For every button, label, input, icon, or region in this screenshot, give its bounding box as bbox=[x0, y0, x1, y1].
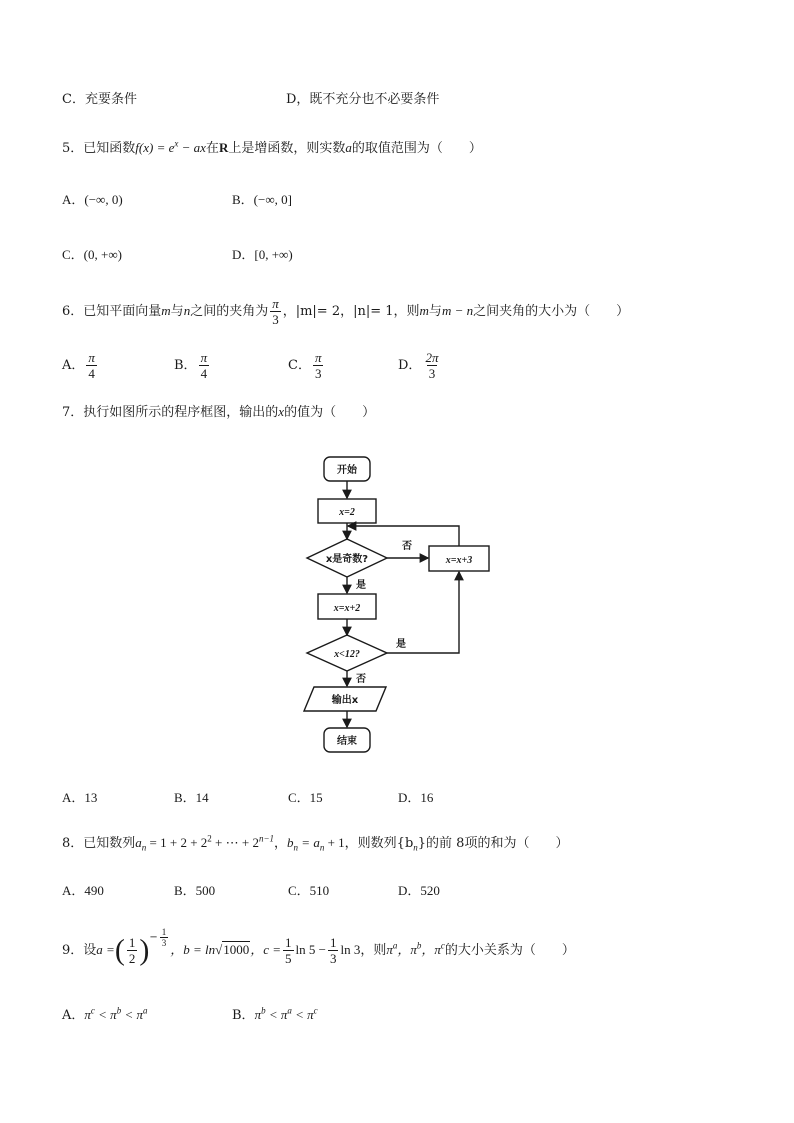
program-flowchart bbox=[300, 448, 500, 763]
flow-no-label-1: 否 bbox=[402, 541, 412, 552]
q5-stem: 5．已知函数$f(x) = e^x$ − ax在R上是增函数，则实数a的取值范围为（ ） bbox=[62, 138, 482, 156]
q8-option-c: C．510 bbox=[288, 883, 330, 898]
flow-start-label: 开始 bbox=[337, 465, 357, 476]
q7-option-c: C．15 bbox=[288, 790, 323, 805]
flow-add2-label: x=x+2 bbox=[333, 603, 361, 614]
flow-end-label: 结束 bbox=[337, 736, 357, 747]
q8-option-d: D．520 bbox=[398, 883, 440, 898]
flow-output-label: 输出x bbox=[331, 695, 359, 706]
q7-option-b: B．14 bbox=[174, 790, 209, 805]
q5-option-b: B．(−∞, 0] bbox=[232, 192, 292, 207]
q7-option-a: A．13 bbox=[62, 790, 98, 805]
q6-option-a: A． $\frac{\pi}{4}$ bbox=[62, 350, 95, 381]
flow-no-label-2: 否 bbox=[356, 674, 366, 685]
q5-option-a: A．(−∞, 0) bbox=[62, 192, 123, 207]
flow-init-label: x=2 bbox=[339, 507, 355, 518]
q9-stem: 9．设a =( $\frac{1}{2}$ )$^{- \frac{1}{3}}$ ，b = ln√1000，c = $\frac{1}{5}$ ln 5 − $\frac{1}{3}$ ln 3，则$\pi^a$，$\pi^b$，$\pi^c$的大小关系为（ ） bbox=[62, 927, 575, 967]
q6-option-b: B． $\frac{\pi}{4}$ bbox=[174, 350, 208, 381]
flow-yes-label-1: 是 bbox=[356, 580, 366, 591]
q7-stem: 7．执行如图所示的程序框图，输出的x的值为（ ） bbox=[62, 404, 376, 420]
q5-option-c: C．(0, +∞) bbox=[62, 247, 122, 262]
q9-option-b: B．$\pi^b < \pi^a < \pi^c$ bbox=[232, 1005, 318, 1023]
q5-option-d: D．[0, +∞) bbox=[232, 247, 293, 262]
flow-odd-check-label: x是奇数? bbox=[325, 554, 369, 565]
flow-less12-label: x<12? bbox=[334, 649, 360, 660]
q6-option-d: D． $\frac{2\pi}{3}$ bbox=[398, 350, 439, 381]
q7-option-d: D．16 bbox=[398, 790, 434, 805]
q4-option-d: D，既不充分也不必要条件 bbox=[286, 92, 440, 107]
q4-option-c: C．充要条件 bbox=[62, 92, 137, 107]
q8-stem: 8．已知数列$a_n = 1 + 2 + 2^2$ + ⋯ + $2^{n-1}$，$b_n = a_n + 1$，则数列$\{b_n\}$的前 8项的和为（ ） bbox=[62, 833, 569, 853]
flow-yes-label-2: 是 bbox=[396, 639, 406, 650]
q9-option-a: A．$\pi^c < \pi^b < \pi^a$ bbox=[62, 1005, 148, 1023]
flow-add3-label: x=x+3 bbox=[445, 555, 473, 566]
q6-option-c: C． $\frac{\pi}{3}$ bbox=[288, 350, 322, 381]
q6-stem: 6．已知平面向量m与n之间的夹角为 $\frac{\pi}{3}$ ，|m|= 2，|n|= 1，则m与m − n之间夹角的大小为（ ） bbox=[62, 296, 630, 327]
q8-option-b: B．500 bbox=[174, 883, 216, 898]
q8-option-a: A．490 bbox=[62, 883, 104, 898]
q6-angle-fraction: $\frac{\pi}{3}$ bbox=[272, 296, 279, 327]
